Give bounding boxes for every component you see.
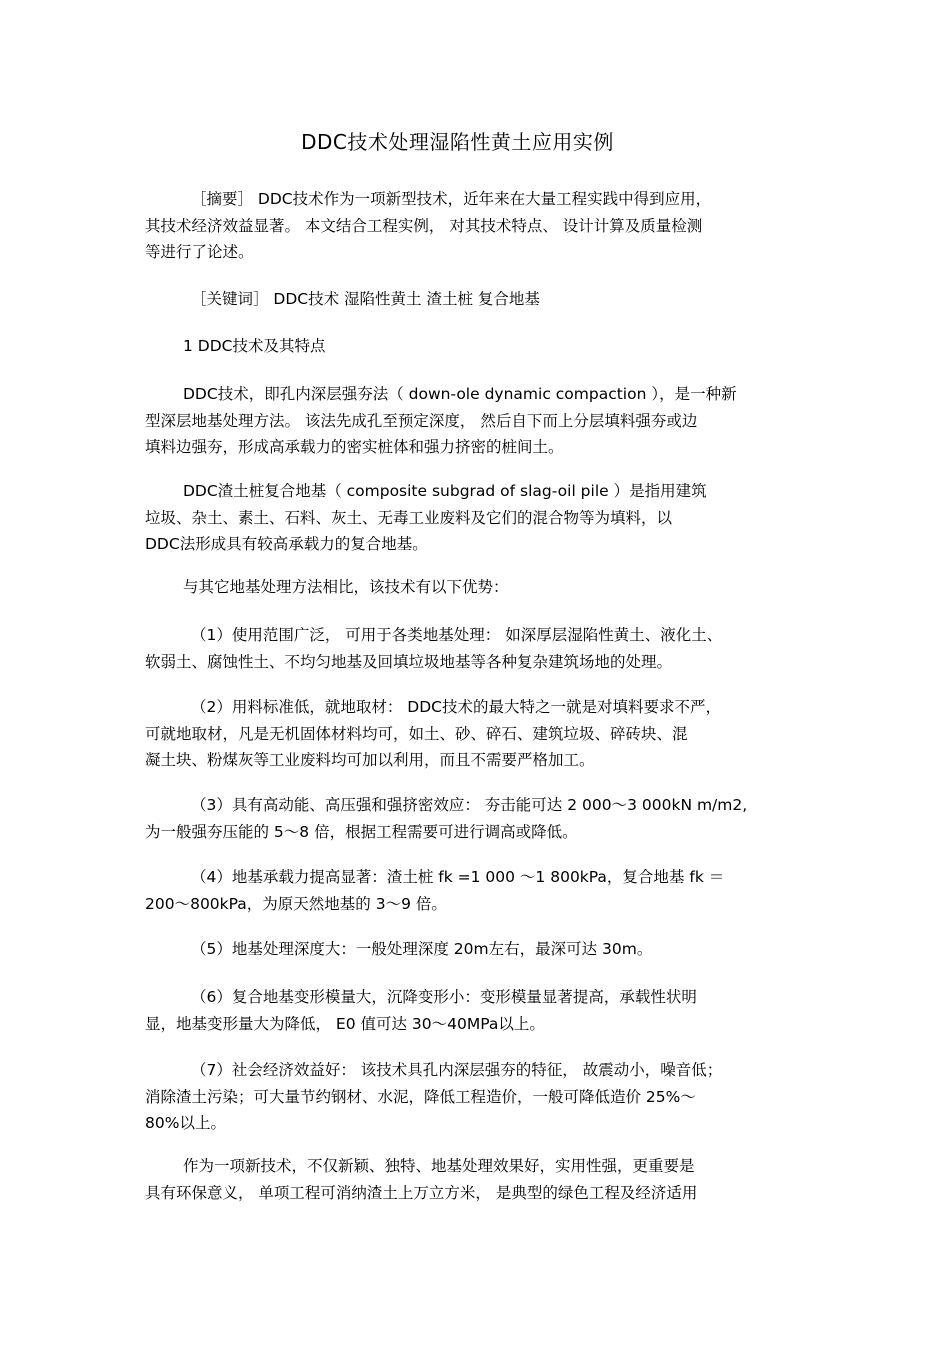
text-line: （4）地基承载力提高显著：渣土桩 fk =1 000 ～1 800kPa，复合地基 fk ＝ bbox=[191, 868, 725, 886]
text-line: （1）使用范围广泛， 可用于各类地基处理： 如深厚层湿陷性黄土、液化土、 bbox=[191, 626, 723, 644]
text-line: （5）地基处理深度大：一般处理深度 20m左右，最深可达 30m。 bbox=[191, 940, 653, 958]
abstract-paragraph bbox=[145, 186, 810, 266]
text-line: 凝土块、粉煤灰等工业废料均可加以利用，而且不需要严格加工。 bbox=[145, 751, 595, 769]
keywords-paragraph bbox=[145, 286, 810, 313]
list-item-3 bbox=[145, 792, 810, 845]
text-line: 80%以上。 bbox=[145, 1114, 226, 1132]
text-line: DDC法形成具有较高承载力的复合地基。 bbox=[145, 535, 428, 553]
text-line: 与其它地基处理方法相比，该技术有以下优势： bbox=[183, 578, 509, 596]
paragraph-advantages-intro bbox=[145, 574, 810, 601]
text-line: 为一般强夯压能的 5～8 倍，根据工程需要可进行调高或降低。 bbox=[145, 822, 578, 841]
text-line: （6）复合地基变形模量大，沉降变形小：变形模量显著提高，承载性状明 bbox=[191, 988, 697, 1006]
list-item-1 bbox=[145, 622, 810, 675]
text-line: 200～800kPa，为原天然地基的 3～9 倍。 bbox=[145, 894, 447, 913]
text-line: （2）用料标准低，就地取材： DDC技术的最大特之一就是对填料要求不严， bbox=[191, 698, 721, 716]
text-line: 作为一项新技术，不仅新颖、独特、地基处理效果好，实用性强，更重要是 bbox=[183, 1157, 695, 1175]
paragraph-composite-foundation bbox=[145, 478, 810, 558]
text-line: ［关键词］ DDC技术 湿陷性黄土 渣土桩 复合地基 bbox=[191, 290, 540, 308]
list-item-4 bbox=[145, 864, 810, 917]
text-line: 垃圾、杂土、素土、石料、灰土、无毒工业废料及它们的混合物等为填料，以 bbox=[145, 508, 673, 527]
text-line: （7）社会经济效益好： 该技术具孔内深层强夯的特征， 故震动小，噪音低； bbox=[191, 1061, 723, 1079]
text-line: 显，地基变形量大为降低， E0 值可达 30～40MPa以上。 bbox=[145, 1014, 545, 1033]
text-line: 具有环保意义， 单项工程可消纳渣土上万立方米， 是典型的绿色工程及经济适用 bbox=[145, 1183, 698, 1202]
paragraph-conclusion bbox=[145, 1153, 810, 1206]
text-line: DDC技术，即孔内深层强夯法（ down-ole dynamic compaction ），是一种新 bbox=[183, 385, 737, 403]
text-line: ［摘要］ DDC技术作为一项新型技术，近年来在大量工程实践中得到应用， bbox=[191, 190, 712, 208]
section-heading bbox=[145, 333, 810, 360]
text-line: 型深层地基处理方法。 该法先成孔至预定深度， 然后自下而上分层填料强夯或边 bbox=[145, 411, 698, 430]
list-item-7 bbox=[145, 1057, 810, 1137]
list-item-2 bbox=[145, 694, 810, 774]
paragraph-ddc-definition bbox=[145, 381, 810, 461]
text-line: （3）具有高动能、高压强和强挤密效应： 夯击能可达 2 000～3 000kN m/m2, bbox=[191, 796, 748, 814]
text-line: 可就地取材，凡是无机固体材料均可，如土、砂、碎石、建筑垃圾、碎砖块、混 bbox=[145, 724, 688, 743]
text-line: 消除渣土污染；可大量节约钢材、水泥，降低工程造价，一般可降低造价 25%～ bbox=[145, 1087, 696, 1106]
list-item-5 bbox=[145, 936, 810, 963]
text-line: 等进行了论述。 bbox=[145, 243, 254, 261]
text-line: 其技术经济效益显著。 本文结合工程实例， 对其技术特点、 设计计算及质量检测 bbox=[145, 216, 703, 235]
document-title: DDC技术处理湿陷性黄土应用实例 bbox=[301, 130, 614, 154]
text-line: 填料边强夯，形成高承载力的密实桩体和强力挤密的桩间土。 bbox=[145, 438, 564, 456]
text-line: 软弱土、腐蚀性土、不均匀地基及回填垃圾地基等各种复杂建筑场地的处理。 bbox=[145, 652, 673, 671]
list-item-6 bbox=[145, 984, 810, 1037]
text-line: 1 DDC技术及其特点 bbox=[183, 337, 326, 355]
text-line: DDC渣土桩复合地基（ composite subgrad of slag-oil pile ）是指用建筑 bbox=[183, 482, 707, 500]
